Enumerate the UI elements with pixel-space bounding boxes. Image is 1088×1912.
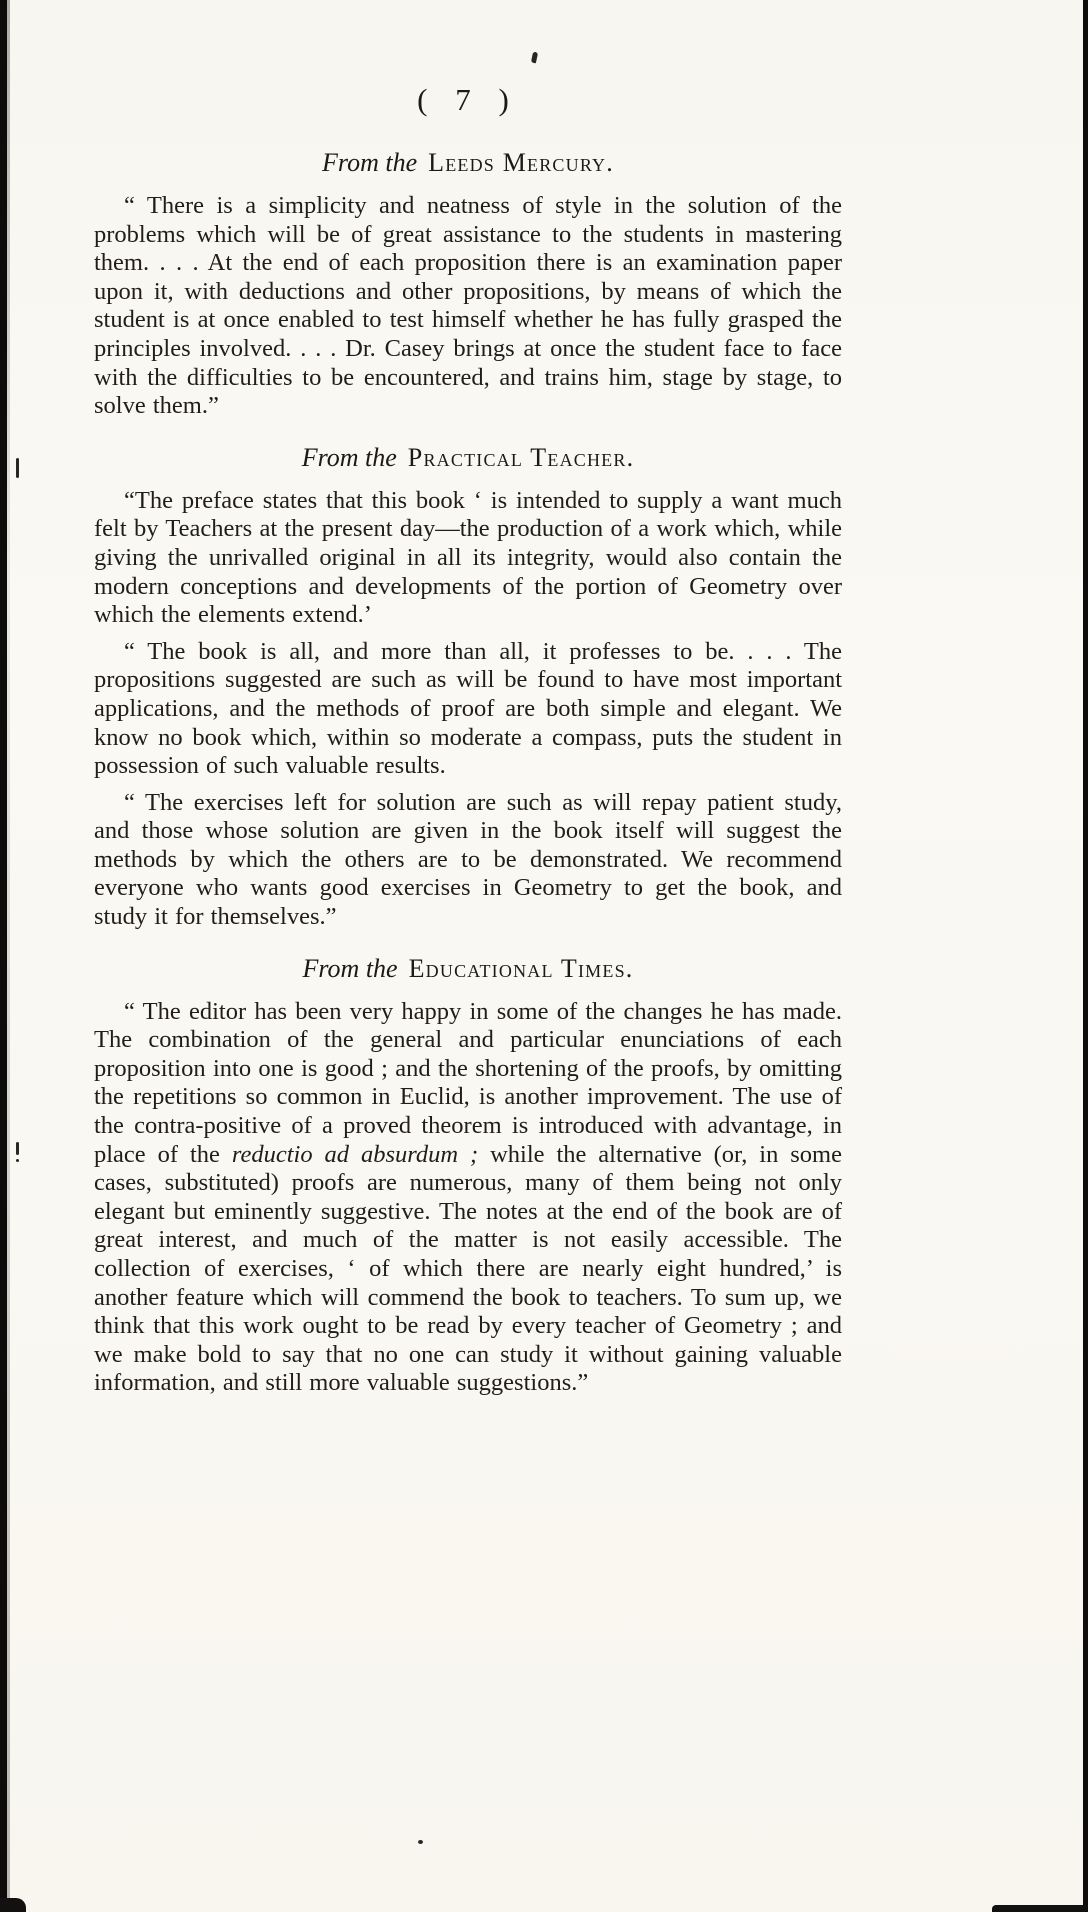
paragraph-text: “ The editor has been very happy in some of the changes he has made. The combination of the general and particular enunciations of each proposition into one is good ; and the shortening of the proofs, by omitting the repetitions so common in Euclid, is another improvement. The use of the contra-positive of a proved theorem is introduced with advantage, in place of the xyxy=(94,997,842,1168)
page-number: ( 7 ) xyxy=(417,82,519,117)
review-section-practical-teacher xyxy=(94,443,842,932)
review-paragraph xyxy=(94,487,842,630)
paragraph-text: while the alternative (or, in some cases, substituted) proofs are numerous, many of them being not only elegant but eminently suggestive. The notes at the end of the book are of great interest, and much of the matter is not easily accessible. The collection of exercises, ‘ of which there are nearly eight hundred,’ is another feature which will commend the book to teachers. To sum up, we think that this work ought to be read by every teacher of Geometry ; and we make bold to say that no one can study it without gaining valuable information, and still more valuable suggestions.” xyxy=(94,1140,842,1397)
heading-prefix: From the xyxy=(302,953,398,983)
review-paragraph xyxy=(94,998,842,1398)
paragraph-text: “ There is a simplicity and neatness of style in the solution of the problems which will be of great assistance to the students in mastering them. . . . At the end of each proposition there is an examination paper upon it, with deductions and other propositions, by means of which the student is at once enabled to test himself whether he has fully grasped the principles involved. . . . Dr. Casey brings at once the student face to face with the difficulties to be encountered, and trains him, stage by stage, to solve them.” xyxy=(94,192,842,420)
heading-prefix: From the xyxy=(322,148,418,177)
heading-prefix: From the xyxy=(301,442,397,472)
review-paragraph xyxy=(94,789,842,932)
scan-artifact-mark-left-excl xyxy=(16,1142,19,1155)
heading-source: Educational Times. xyxy=(408,953,634,983)
heading-leeds-mercury xyxy=(94,148,842,178)
scan-corner-bottom-right xyxy=(992,1905,1088,1912)
paragraph-text-italic: reductio ad absurdum ; xyxy=(231,1140,479,1168)
review-paragraph xyxy=(94,192,842,421)
paragraph-text: “ The book is all, and more than all, it professes to be. . . . The propositions suggested are such as will be found to have most important applications, and the methods of proof are both simple and elegant. We know no book which, within so moderate a compass, puts the student in possession of such valuable results. xyxy=(94,637,842,780)
scan-artifact-mark-bottom-dot xyxy=(418,1840,423,1844)
heading-source: Practical Teacher. xyxy=(407,442,635,472)
scan-edge-left xyxy=(0,0,7,1912)
review-paragraph xyxy=(94,638,842,781)
paragraph-text: “The preface states that this book ‘ is intended to supply a want much felt by Teachers at the present day—the production of a work which, while giving the unrivalled original in all its integrity, would also contain the modern conceptions and developments of the portion of Geometry over which the elements extend.’ xyxy=(94,486,842,629)
heading-educational-times xyxy=(94,954,842,984)
heading-source: Leeds Mercury. xyxy=(428,148,614,177)
scan-corner-bottom-left xyxy=(0,1898,26,1912)
review-section-educational-times xyxy=(94,954,842,1398)
paragraph-text: “ The exercises left for solution are such as will repay patient study, and those whose solution are given in the book itself will suggest the methods by which the others are to be demonstrated. We recommend everyone who wants good exercises in Geometry to get the book, and study it for themselves.” xyxy=(94,788,842,931)
heading-practical-teacher xyxy=(94,443,842,473)
scan-artifact-mark-left-bar xyxy=(16,458,19,478)
review-section-leeds-mercury xyxy=(94,148,842,421)
page-content xyxy=(94,82,842,1406)
scan-artifact-mark-top xyxy=(531,52,538,64)
scan-edge-right xyxy=(1083,0,1088,1912)
